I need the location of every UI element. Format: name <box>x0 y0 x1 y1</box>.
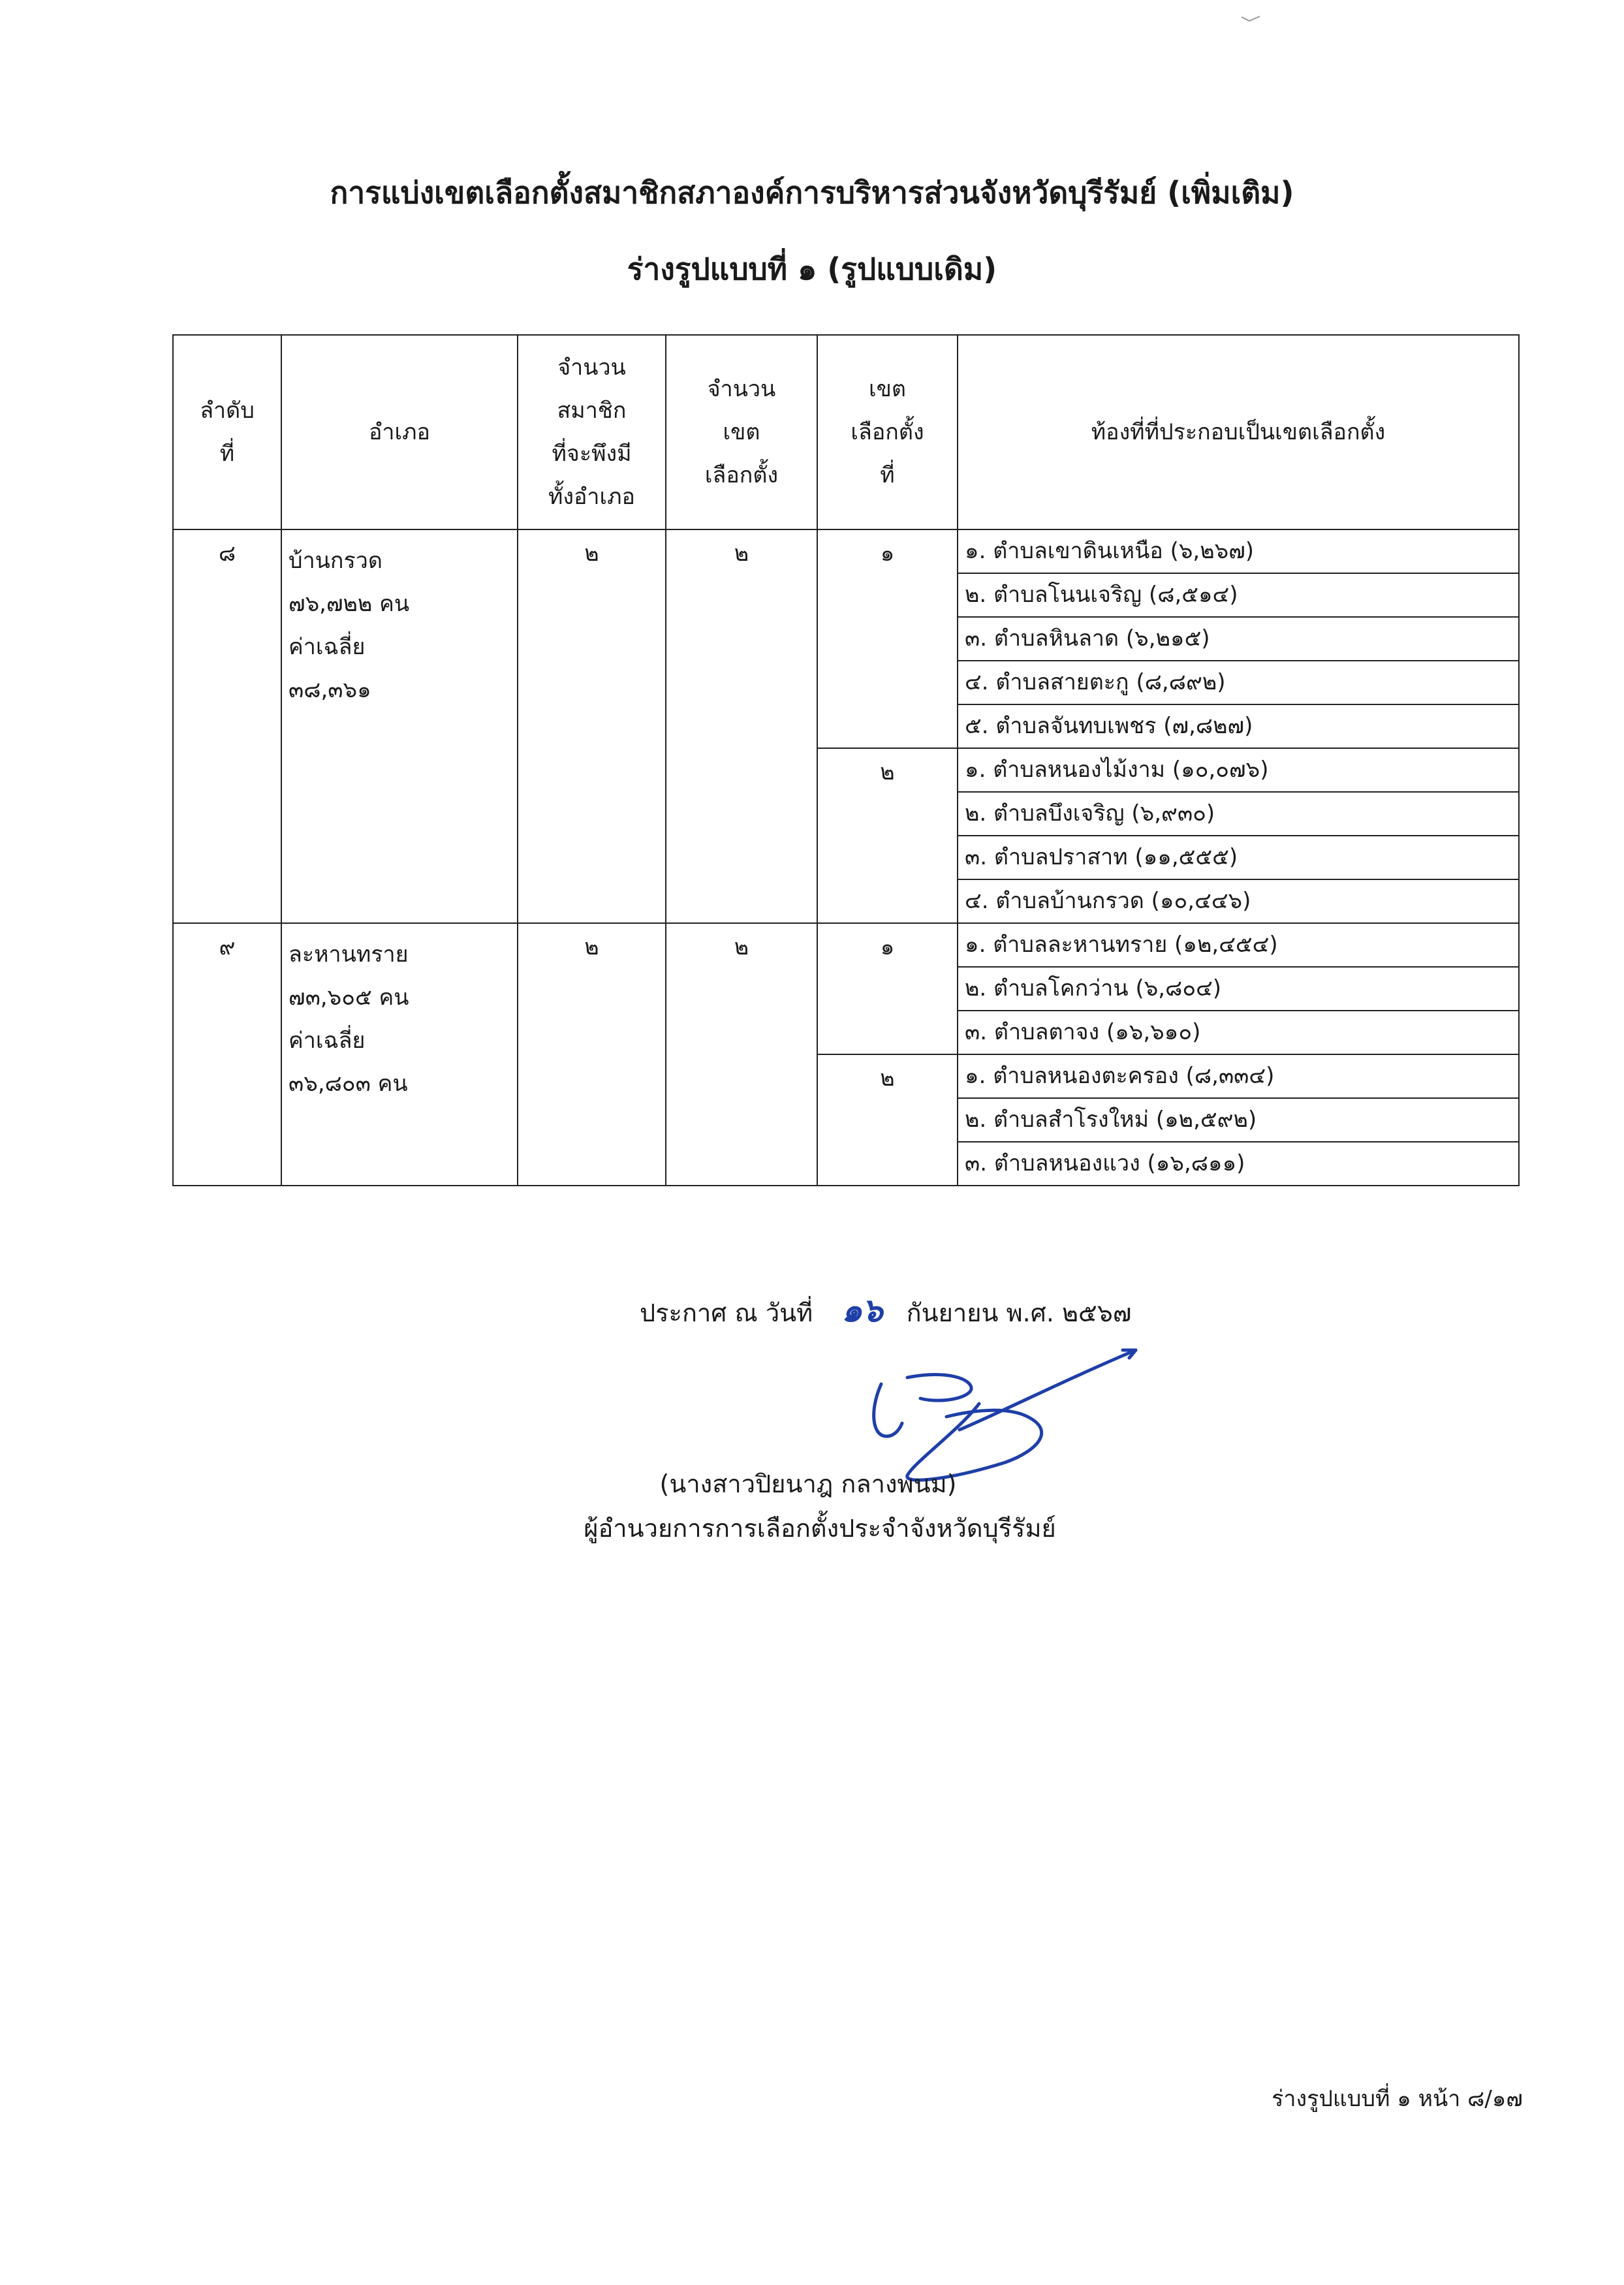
subdistrict-item: ๓. ตำบลหนองแวง (๑๖,๘๑๑) <box>958 1142 1519 1186</box>
district-table <box>172 334 1520 1186</box>
header-amphoe: อำเภอ <box>281 335 518 529</box>
subdistrict-item: ๑. ตำบลเขาดินเหนือ (๖,๒๖๗) <box>958 529 1519 573</box>
district-number: ๑ <box>817 923 958 1054</box>
subdistrict-item: ๔. ตำบลสายตะกู (๘,๘๙๒) <box>958 661 1519 704</box>
page-subtitle: ร่างรูปแบบที่ ๑ (รูปแบบเดิม) <box>627 251 997 287</box>
subdistrict-item: ๓. ตำบลปราสาท (๑๑,๕๕๕) <box>958 836 1519 879</box>
district-number: ๑ <box>817 529 958 748</box>
subdistrict-item: ๒. ตำบลโคกว่าน (๖,๘๐๔) <box>958 967 1519 1011</box>
amphoe-average-label: ค่าเฉลี่ย <box>289 1028 366 1054</box>
districts-count: ๒ <box>666 529 817 923</box>
amphoe-population: ๗๖,๗๒๒ คน <box>289 591 410 617</box>
amphoe-average: ๓๖,๘๐๓ คน <box>289 1071 408 1097</box>
subdistrict-item: ๓. ตำบลตาจง (๑๖,๖๑๐) <box>958 1011 1519 1054</box>
subdistrict-item: ๒. ตำบลสำโรงใหม่ (๑๒,๕๙๒) <box>958 1098 1519 1142</box>
table-header-row <box>173 335 1519 529</box>
subdistrict-item: ๒. ตำบลโนนเจริญ (๘,๕๑๔) <box>958 573 1519 617</box>
header-members: จำนวน สมาชิก ที่จะพึงมี ทั้งอำเภอ <box>518 335 666 529</box>
subdistrict-item: ๑. ตำบลละหานทราย (๑๒,๔๕๔) <box>958 923 1519 967</box>
table-row <box>173 529 1519 573</box>
header-districts: จำนวน เขต เลือกตั้ง <box>666 335 817 529</box>
subdistrict-item: ๕. ตำบลจันทบเพชร (๗,๘๒๗) <box>958 704 1519 748</box>
header-district-no: เขต เลือกตั้ง ที่ <box>817 335 958 529</box>
subdistrict-item: ๔. ตำบลบ้านกรวด (๑๐,๔๔๖) <box>958 879 1519 923</box>
page-title: การแบ่งเขตเลือกตั้งสมาชิกสภาองค์การบริหารส่วนจังหวัดบุรีรัมย์ (เพิ่มเติม) <box>330 175 1294 210</box>
districts-count: ๒ <box>666 923 817 1186</box>
amphoe-name: บ้านกรวด <box>289 548 383 574</box>
signer-position: ผู้อำนวยการการเลือกตั้งประจำจังหวัดบุรีรัมย์ <box>584 1514 1056 1543</box>
subdistrict-item: ๓. ตำบลหินลาด (๖,๒๑๕) <box>958 617 1519 661</box>
announcement-suffix: กันยายน พ.ศ. ๒๕๖๗ <box>906 1299 1132 1327</box>
header-no: ลำดับ ที่ <box>173 335 281 529</box>
amphoe-cell <box>281 923 518 1186</box>
members-count: ๒ <box>518 529 666 923</box>
amphoe-population: ๗๓,๖๐๕ คน <box>289 985 409 1011</box>
subdistrict-item: ๒. ตำบลบึงเจริญ (๖,๙๓๐) <box>958 792 1519 836</box>
amphoe-average-label: ค่าเฉลี่ย <box>289 634 366 660</box>
district-number: ๒ <box>817 1054 958 1186</box>
announcement-day: ๑๖ <box>841 1291 883 1329</box>
page-footer: ร่างรูปแบบที่ ๑ หน้า ๘/๑๗ <box>1272 2086 1523 2112</box>
signer-name: (นางสาวปิยนาฎ กลางพนม) <box>659 1470 957 1498</box>
row-number: ๙ <box>173 923 281 1186</box>
subdistrict-item: ๑. ตำบลหนองตะครอง (๘,๓๓๔) <box>958 1054 1519 1098</box>
header-areas: ท้องที่ที่ประกอบเป็นเขตเลือกตั้ง <box>958 335 1519 529</box>
announcement-prefix: ประกาศ ณ วันที่ <box>640 1299 813 1327</box>
amphoe-average: ๓๘,๓๖๑ <box>289 677 371 703</box>
table-row <box>173 923 1519 967</box>
scan-mark <box>1240 14 1264 24</box>
subdistrict-item: ๑. ตำบลหนองไม้งาม (๑๐,๐๗๖) <box>958 748 1519 792</box>
members-count: ๒ <box>518 923 666 1186</box>
announcement-line <box>640 1285 1132 1336</box>
district-number: ๒ <box>817 748 958 923</box>
amphoe-name: ละหานทราย <box>289 941 409 968</box>
row-number: ๘ <box>173 529 281 923</box>
amphoe-cell <box>281 529 518 923</box>
